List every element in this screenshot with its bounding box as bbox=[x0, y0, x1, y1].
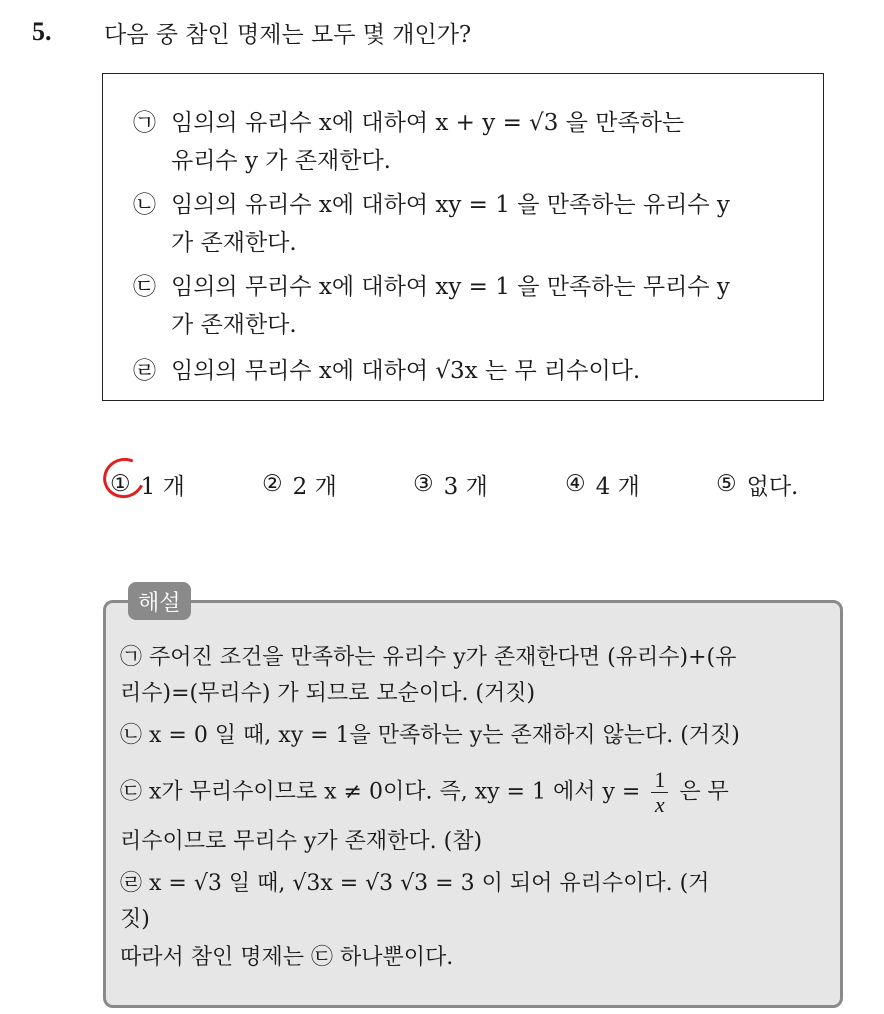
choice-mark: ⑤ bbox=[716, 471, 737, 497]
fraction-denominator: x bbox=[654, 792, 665, 817]
solution-line-with-fraction bbox=[120, 768, 729, 817]
solution-line: 따라서 참인 명제는 ㉢ 하나뿐이다. bbox=[120, 945, 454, 970]
statement-text: 임의의 유리수 x에 대하여 x + y = √3 을 만족하는 bbox=[171, 110, 685, 136]
question-header bbox=[32, 12, 471, 52]
solution-line-text-end: 은 무 bbox=[679, 779, 729, 805]
solution-line: 리수)=(무리수) 가 되므로 모순이다. (거짓) bbox=[120, 681, 536, 706]
fraction-numerator: 1 bbox=[651, 768, 668, 793]
statement-mark: ㉡ bbox=[133, 192, 156, 218]
question-number: 5. bbox=[32, 17, 52, 46]
solution-tag: 해설 bbox=[128, 582, 191, 620]
choice-mark: ① bbox=[110, 471, 131, 497]
choice-label: 3 개 bbox=[443, 473, 488, 500]
choice-3[interactable] bbox=[413, 464, 488, 504]
statement-text: 임의의 무리수 x에 대하여 xy = 1 을 만족하는 무리수 y bbox=[171, 274, 730, 300]
choice-label: 없다. bbox=[746, 473, 799, 500]
statement-text: 임의의 무리수 x에 대하여 √3x 는 무 리수이다. bbox=[171, 358, 641, 384]
fraction bbox=[651, 768, 668, 817]
statement-2 bbox=[133, 186, 773, 262]
choice-mark: ③ bbox=[413, 471, 434, 497]
statement-mark: ㉢ bbox=[133, 274, 156, 300]
statement-text-continued: 유리수 y 가 존재한다. bbox=[171, 148, 391, 174]
statement-text: 임의의 유리수 x에 대하여 xy = 1 을 만족하는 유리수 y bbox=[171, 192, 730, 218]
choice-5[interactable] bbox=[716, 464, 798, 504]
statement-3 bbox=[133, 268, 773, 344]
statement-4 bbox=[133, 352, 773, 390]
statement-mark: ㉣ bbox=[133, 358, 156, 384]
choice-mark: ② bbox=[262, 471, 283, 497]
statements-box bbox=[102, 73, 824, 401]
choice-label: 2 개 bbox=[292, 473, 337, 500]
choice-2[interactable] bbox=[262, 464, 337, 504]
statement-text-continued: 가 존재한다. bbox=[171, 312, 297, 338]
choice-1[interactable] bbox=[110, 464, 185, 504]
solution-line: ㉡ x = 0 일 때, xy = 1을 만족하는 y는 존재하지 않는다. (거짓) bbox=[120, 723, 740, 748]
question-text: 다음 중 참인 명제는 모두 몇 개인가? bbox=[104, 21, 472, 48]
solution-line-text: ㉢ x가 무리수이므로 x ≠ 0이다. 즉, xy = 1 에서 y = bbox=[120, 779, 641, 805]
statement-text-continued: 가 존재한다. bbox=[171, 230, 297, 256]
choice-label: 4 개 bbox=[595, 473, 640, 500]
choice-mark: ④ bbox=[565, 471, 586, 497]
choice-4[interactable] bbox=[565, 464, 640, 504]
solution-line: ㉣ x = √3 일 때, √3x = √3 √3 = 3 이 되어 유리수이다. (거 bbox=[120, 871, 710, 896]
statement-1 bbox=[133, 104, 773, 180]
statement-mark: ㉠ bbox=[133, 110, 156, 136]
solution-line: ㉠ 주어진 조건을 만족하는 유리수 y가 존재한다면 (유리수)+(유 bbox=[120, 645, 737, 670]
solution-line: 리수이므로 무리수 y가 존재한다. (참) bbox=[120, 829, 483, 854]
choice-label: 1 개 bbox=[140, 473, 185, 500]
solution-line: 짓) bbox=[120, 907, 150, 932]
answer-choices bbox=[0, 464, 884, 504]
